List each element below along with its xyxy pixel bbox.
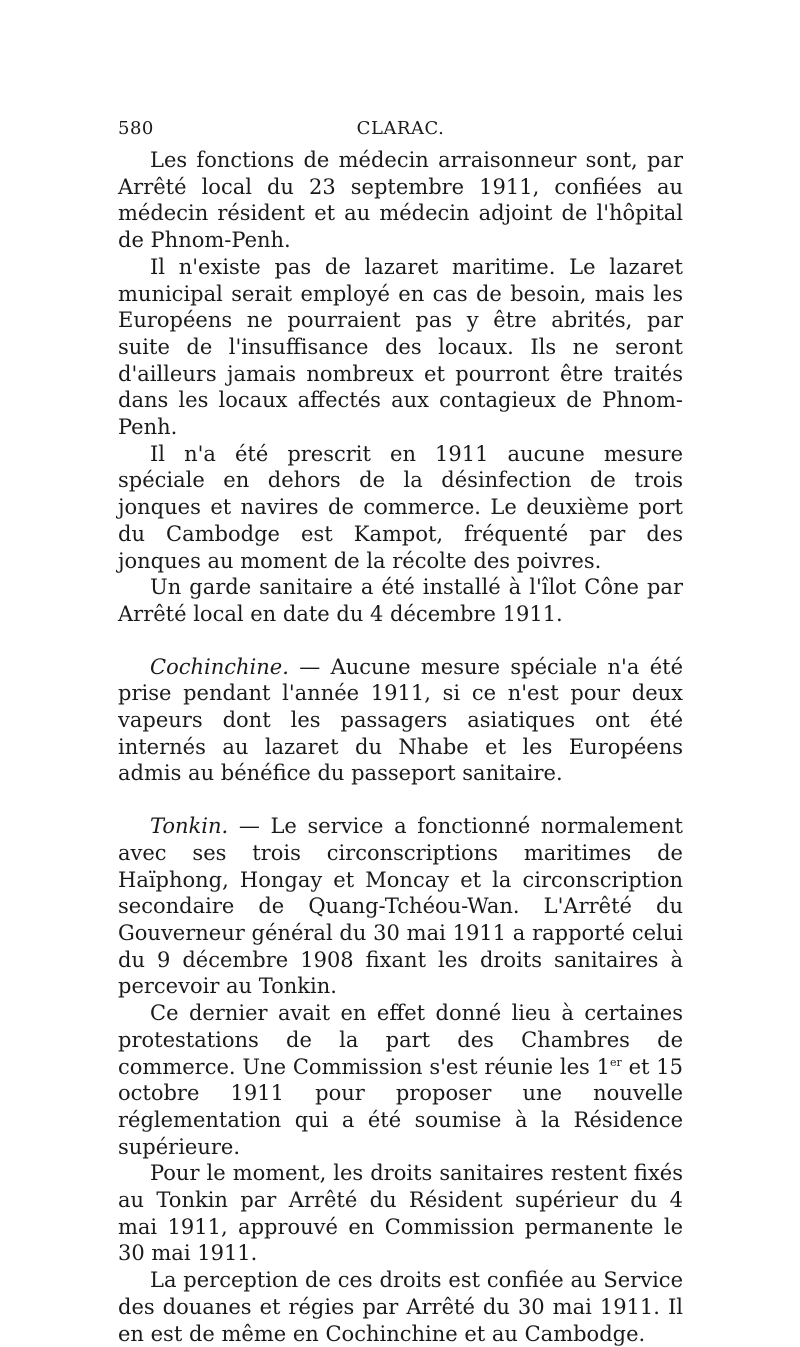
paragraph-arraisonneur: Les fonctions de médecin arraisonneur sont, par Arrêté local du 23 septembre 1911, confiées au médecin résident et au médecin adjoint de l'hôpital de Phnom-Penh. (118, 148, 683, 253)
paragraph-lazaret: Il n'existe pas de lazaret maritime. Le lazaret municipal serait employé en cas de besoin, mais les Européens ne pourraient pas y être abrités, par suite de l'insuffisance des locaux. Ils ne seront d'ailleurs jamais nombreux et pourront être traités dans les locaux affectés aux contagieux de Phnom-Penh. (118, 254, 683, 440)
page-header (118, 118, 683, 142)
paragraph-protestations (118, 1000, 683, 1160)
ordinal-superscript: er (609, 1055, 622, 1069)
paragraph-perception: La perception de ces droits est confiée au Service des douanes et régies par Arrêté du 30 mai 1911. Il en est de même en Cochinchine et au Cambodge. (118, 1268, 683, 1346)
paragraph-garde-sanitaire: Un garde sanitaire a été installé à l'îlot Cône par Arrêté local en date du 4 décembre 1911. (118, 575, 683, 626)
page-number: 580 (118, 118, 154, 139)
paragraph-protestations-text-b: et 15 octobre 1911 pour proposer une nouvelle réglementation qui a été soumise à la Résidence supérieure. (118, 1054, 683, 1159)
paragraph-tonkin (118, 813, 683, 1000)
paragraph-mesures-1911: Il n'a été prescrit en 1911 aucune mesure spéciale en dehors de la désinfection de trois jonques et navires de commerce. Le deuxième port du Cambodge est Kampot, fréquenté par des jonques au moment de la récolte des poivres. (118, 441, 683, 573)
section-label-tonkin: Tonkin. (150, 814, 229, 839)
paragraph-protestations-text-a: Ce dernier avait en effet donné lieu à certaines protestations de la part des Chambres de commerce. Une Commission s'est réunie les 1 (118, 1001, 683, 1079)
paragraph-droits-sanitaires: Pour le moment, les droits sanitaires restent fixés au Tonkin par Arrêté du Résident supérieur du 4 mai 1911, approuvé en Commission permanente le 30 mai 1911. (118, 1161, 683, 1266)
paragraph-cochinchine (118, 654, 683, 788)
paragraph-tonkin-text: — Le service a fonctionné normalement avec ses trois circonscriptions maritimes de Haïphong, Hongay et Moncay et la circonscription secondaire de Quang-Tchéou-Wan. L'Arrêté du Gouverneur général du 30 mai 1911 a rapporté celui du 9 décembre 1908 fixant les droits sanitaires à percevoir au Tonkin. (118, 814, 683, 999)
section-label-cochinchine: Cochinchine. (150, 654, 289, 679)
body-text (118, 147, 683, 1347)
running-title: CLARAC. (356, 118, 445, 139)
paragraph-cochinchine-text: — Aucune mesure spéciale n'a été prise pendant l'année 1911, si ce n'est pour deux vapeurs dont les passagers asiatiques ont été internés au lazaret du Nhabe et les Européens admis au bénéfice du passeport sanitaire. (118, 654, 683, 786)
